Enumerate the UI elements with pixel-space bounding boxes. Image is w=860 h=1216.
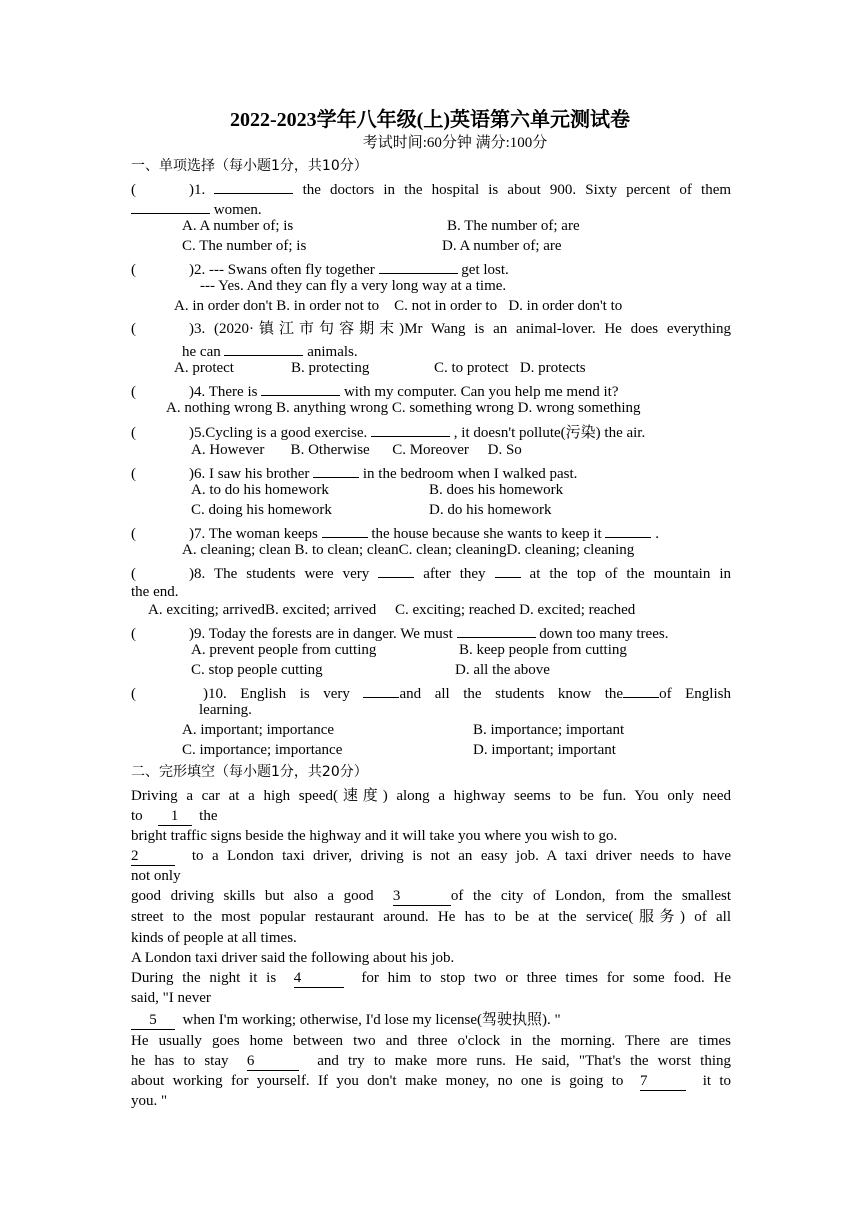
q1-text-b: women. — [213, 202, 262, 218]
passage-text: it to — [702, 1073, 732, 1089]
cloze-blank-4: 4 — [294, 970, 344, 988]
q10-cont: learning. — [199, 702, 252, 718]
answer-blank — [214, 178, 293, 194]
passage-line — [131, 886, 731, 906]
passage-text: good driving skills but also a good — [131, 888, 374, 904]
q1-text: the doctors in the hospital is about 900. Sixty percent of them — [302, 182, 732, 198]
question-1 — [131, 178, 731, 200]
q3-cont — [182, 340, 358, 361]
q3-stem: )3. (2020·镇江市句容期末)Mr Wang is an animal-lover. He does everything — [189, 321, 731, 337]
q10-option-a: A. important; importance — [182, 722, 335, 738]
paren: ( — [131, 321, 136, 337]
q1-option-d: D. A number of; are — [442, 238, 562, 254]
exam-title: 2022-2023学年八年级(上)英语第六单元测试卷 — [230, 109, 630, 131]
answer-blank — [322, 522, 368, 538]
passage-text: about working for yourself. If you don't make money, no one is going to — [131, 1073, 624, 1089]
q5-options: A. However B. Otherwise C. Moreover D. So — [191, 442, 522, 458]
passage-text: During the night it is — [131, 970, 277, 986]
cloze-blank-1: 1 — [158, 808, 192, 826]
paren: ( — [131, 526, 136, 542]
q9-option-c: C. stop people cutting — [191, 662, 323, 678]
passage-text: the — [199, 808, 218, 824]
q7-text: the house because she wants to keep it — [371, 526, 602, 542]
q9-option-b: B. keep people from cutting — [459, 642, 627, 658]
passage-text: for him to stop two or three times for some food. He — [361, 970, 731, 986]
q9-option-d: D. all the above — [455, 662, 550, 678]
passage-line: A London taxi driver said the following about his job. — [131, 950, 455, 966]
paren: ( — [131, 182, 136, 198]
passage-line: kinds of people at all times. — [131, 930, 297, 946]
question-6 — [131, 462, 731, 484]
passage-text: to a London taxi driver, driving is not an easy job. A taxi driver needs to have — [191, 848, 732, 864]
q10-option-c: C. importance; importance — [182, 742, 343, 758]
q10-option-b: B. importance; important — [473, 722, 625, 738]
answer-blank — [363, 682, 399, 698]
question-9 — [131, 622, 731, 644]
question-1-cont — [131, 198, 731, 220]
q7-stem: )7. The woman keeps — [189, 526, 318, 542]
question-3 — [131, 319, 731, 339]
paren: ( — [131, 686, 136, 702]
q4-stem: )4. There is — [189, 384, 258, 400]
q1-option-b: B. The number of; are — [447, 218, 580, 234]
question-2 — [131, 258, 731, 280]
paren: ( — [131, 384, 136, 400]
answer-blank — [605, 522, 651, 538]
q6-stem: )6. I saw his brother — [189, 466, 310, 482]
q9-option-a: A. prevent people from cutting — [191, 642, 377, 658]
question-8 — [131, 562, 731, 584]
passage-line: street to the most popular restaurant around. He has to be at the service(服务) of all — [131, 909, 731, 925]
passage-line — [131, 806, 731, 826]
q6-option-a: A. to do his homework — [191, 482, 329, 498]
passage-line: He usually goes home between two and three o'clock in the morning. There are times — [131, 1033, 731, 1049]
q9-text: down too many trees. — [539, 626, 669, 642]
q5-stem: )5.Cycling is a good exercise. — [189, 425, 368, 441]
q2-options: A. in order don't B. in order not to C. not in order to D. in order don't to — [174, 298, 623, 314]
q8-cont: the end. — [131, 584, 179, 600]
q2-stem: )2. --- Swans often fly together — [189, 262, 375, 278]
q8-options: A. exciting; arrivedB. excited; arrived C. exciting; reached D. excited; reached — [148, 602, 636, 618]
passage-text: he has to stay — [131, 1053, 229, 1069]
q2-text: get lost. — [461, 262, 509, 278]
passage-line — [131, 1051, 731, 1071]
paren: ( — [131, 626, 136, 642]
paren: ( — [131, 466, 136, 482]
section2-heading: 二、完形填空（每小题1分，共20分） — [131, 764, 368, 780]
exam-subtitle: 考试时间:60分钟 满分:100分 — [362, 135, 548, 151]
q7-options: A. cleaning; clean B. to clean; cleanC. clean; cleaningD. cleaning; cleaning — [182, 542, 635, 558]
q3-text: he can — [182, 344, 221, 360]
question-4 — [131, 380, 731, 402]
q9-stem: )9. Today the forests are in danger. We must — [189, 626, 453, 642]
answer-blank — [261, 380, 340, 396]
q4-options: A. nothing wrong B. anything wrong C. something wrong D. wrong something — [166, 400, 641, 416]
q3-text-b: animals. — [307, 344, 358, 360]
q1-option-a: A. A number of; is — [182, 218, 294, 234]
passage-line: you. " — [131, 1093, 168, 1109]
answer-blank — [379, 258, 458, 274]
paren: ( — [131, 262, 136, 278]
cloze-blank-7: 7 — [640, 1073, 686, 1091]
q1-stem: )1. — [189, 182, 206, 198]
question-5 — [131, 421, 731, 443]
q6-option-d: D. do his homework — [429, 502, 552, 518]
passage-text: of the city of London, from the smallest — [450, 888, 731, 904]
q1-option-c: C. The number of; is — [182, 238, 307, 254]
paren: ( — [131, 425, 136, 441]
answer-blank — [371, 421, 450, 437]
q2-line2: --- Yes. And they can fly a very long way at a time. — [200, 278, 507, 294]
passage-line — [131, 1071, 731, 1091]
passage-line — [131, 968, 731, 988]
answer-blank — [131, 198, 210, 214]
cloze-blank-2: 2 — [131, 848, 175, 866]
q10-text: and all the students know the — [399, 686, 624, 702]
answer-blank — [495, 562, 521, 578]
answer-blank — [623, 682, 659, 698]
q6-option-c: C. doing his homework — [191, 502, 332, 518]
q3-option-cd: C. to protect D. protects — [434, 360, 586, 376]
cloze-blank-3: 3 — [393, 888, 451, 906]
q10-text-b: of English — [659, 686, 731, 702]
q8-stem: )8. The students were very — [189, 566, 370, 582]
q8-text: after they — [423, 566, 486, 582]
q6-option-b: B. does his homework — [429, 482, 564, 498]
passage-text: and try to make more runs. He said, "That's the worst thing — [317, 1053, 731, 1069]
passage-line: not only — [131, 868, 181, 884]
q3-option-a: A. protect — [174, 360, 234, 376]
q4-text: with my computer. Can you help me mend it? — [343, 384, 619, 400]
q7-text-b: . — [655, 526, 659, 542]
passage-line — [131, 1010, 731, 1030]
q5-text: , it doesn't pollute(污染) the air. — [453, 425, 646, 441]
question-7 — [131, 522, 731, 544]
q10-stem: )10. English is very — [203, 686, 350, 702]
q6-text: in the bedroom when I walked past. — [362, 466, 578, 482]
passage-text: to — [131, 808, 143, 824]
q10-option-d: D. important; important — [473, 742, 616, 758]
answer-blank — [457, 622, 536, 638]
passage-line: bright traffic signs beside the highway and it will take you where you wish to go. — [131, 828, 618, 844]
answer-blank — [224, 340, 303, 356]
cloze-blank-6: 6 — [247, 1053, 299, 1071]
paren: ( — [131, 566, 136, 582]
section1-heading: 一、单项选择（每小题1分，共10分） — [131, 158, 368, 174]
question-10 — [131, 682, 731, 704]
passage-line: Driving a car at a high speed(速度) along a highway seems to be fun. You only need — [131, 788, 731, 804]
passage-line: said, "I never — [131, 990, 211, 1006]
answer-blank — [378, 562, 414, 578]
passage-text: when I'm working; otherwise, I'd lose my license(驾驶执照). " — [182, 1012, 561, 1028]
answer-blank — [313, 462, 359, 478]
passage-line — [131, 846, 731, 866]
q3-option-b: B. protecting — [291, 360, 370, 376]
cloze-blank-5: 5 — [131, 1012, 175, 1030]
q8-text-b: at the top of the mountain in — [529, 566, 731, 582]
